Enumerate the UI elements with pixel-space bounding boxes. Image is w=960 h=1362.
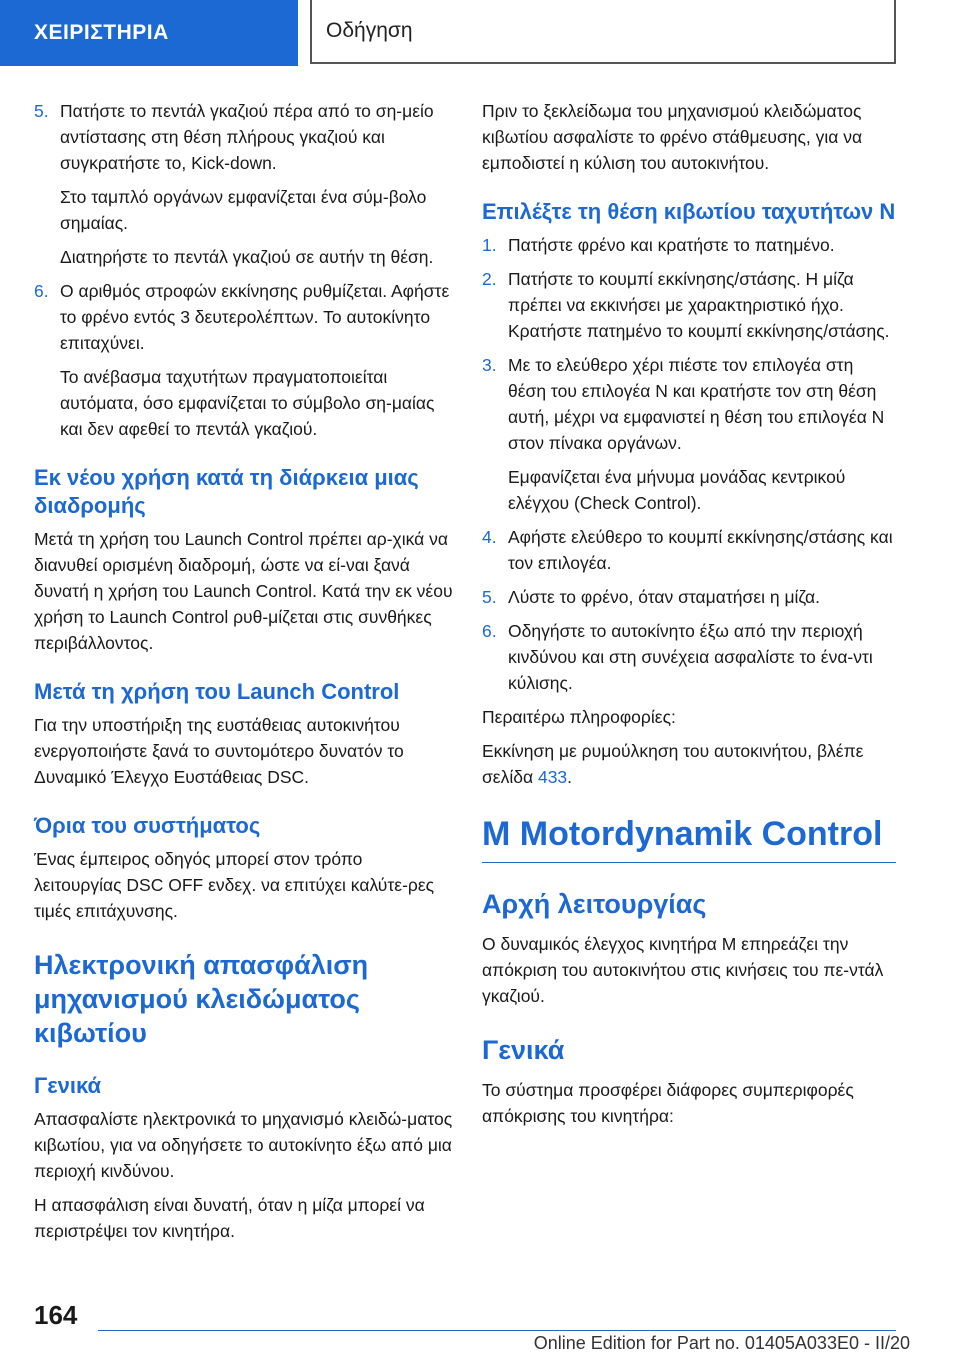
step-text: Διατηρήστε το πεντάλ γκαζιού σε αυτήν τη θέση.: [60, 247, 434, 267]
step-text: Πατήστε φρένο και κρατήστε το πατημένο.: [508, 235, 835, 255]
page-number: 164: [34, 1300, 78, 1330]
reference-text: Εκκίνηση με ρυμούλκηση του αυτοκινήτου, βλέπε σελίδα: [482, 741, 864, 787]
list-item: [482, 232, 896, 258]
heading-m-motordynamik: M Motordynamik Control: [482, 812, 896, 863]
list-item: [482, 618, 896, 696]
step-text: Εμφανίζεται ένα μήνυμα μονάδας κεντρικού ελέγχου (Check Control).: [508, 467, 846, 513]
left-column: [34, 98, 454, 1252]
step-number: 6.: [482, 621, 497, 641]
list-item: [482, 524, 896, 576]
step-number: 6.: [34, 281, 49, 301]
paragraph: Ένας έμπειρος οδηγός μπορεί στον τρόπο λειτουργίας DSC OFF ενδεχ. να επιτύχει καλύτε‐ρες τιμές επιτάχυνσης.: [34, 849, 435, 921]
step-text: Πατήστε το πεντάλ γκαζιού πέρα από το ση‐μείο αντίστασης στη θέση πλήρους γκαζιού και συγκρατήστε το, Kick-down.: [60, 101, 434, 173]
step-number: 4.: [482, 527, 497, 547]
paragraph: Περαιτέρω πληροφορίες:: [482, 707, 676, 727]
step-text: Πατήστε το κουμπί εκκίνησης/στάσης. Η μίζα πρέπει να εκκινήσει με χαρακτηριστικό ήχο. Κρατήστε πατημένο το κουμπί εκκίνησης/στάσης.: [508, 269, 890, 341]
reference-end: .: [567, 767, 573, 787]
chapter-tab: ΧΕΙΡΙΣΤΗΡΙΑ: [0, 0, 298, 66]
step-number: 1.: [482, 235, 497, 255]
paragraph: Το σύστημα προσφέρει διάφορες συμπεριφορές απόκρισης του κινητήρα:: [482, 1080, 854, 1126]
paragraph: Πριν το ξεκλείδωμα του μηχανισμού κλειδώματος κιβωτίου ασφαλίστε το φρένο στάθμευσης, για να εμποδιστεί η κύλιση του αυτοκινήτου.: [482, 101, 863, 173]
step-number: 2.: [482, 269, 497, 289]
heading-system-limits: Όρια του συστήματος: [34, 813, 261, 838]
right-column: [482, 98, 896, 1137]
list-item: [482, 352, 896, 516]
heading-after-use: Μετά τη χρήση του Launch Control: [34, 679, 400, 704]
step-text: Λύστε το φρένο, όταν σταματήσει η μίζα.: [508, 587, 820, 607]
cross-reference: [482, 738, 896, 790]
step-number: 5.: [34, 101, 49, 121]
heading-reuse: Εκ νέου χρήση κατά τη διάρκεια μιας διαδρομής: [34, 465, 419, 518]
page-link[interactable]: 433: [537, 767, 568, 787]
paragraph: Η απασφάλιση είναι δυνατή, όταν η μίζα μπορεί να περιστρέψει τον κινητήρα.: [34, 1195, 425, 1241]
list-item: [34, 98, 454, 270]
step-text: Το ανέβασμα ταχυτήτων πραγματοποιείται αυτόματα, όσο εμφανίζεται το σύμβολο ση‐μαίας και δεν αφεθεί το πεντάλ γκαζιού.: [60, 367, 435, 439]
section-tab: Οδήγηση: [310, 0, 896, 64]
heading-general: Γενικά: [34, 1073, 102, 1098]
step-text: Αφήστε ελεύθερο το κουμπί εκκίνησης/στάσης και τον επιλογέα.: [508, 527, 893, 573]
page-header: [0, 0, 960, 66]
heading-principle: Αρχή λειτουργίας: [482, 889, 707, 919]
step-number: 3.: [482, 355, 497, 375]
list-item: [482, 584, 896, 610]
step-text: Στο ταμπλό οργάνων εμφανίζεται ένα σύμ‐βολο σημαίας.: [60, 187, 427, 233]
list-item: [34, 278, 454, 442]
paragraph: Για την υποστήριξη της ευστάθειας αυτοκινήτου ενεργοποιήστε ξανά το συντομότερο δυνατόν το Δυναμικό Έλεγχο Ευστάθειας DSC.: [34, 715, 404, 787]
footer-divider: [98, 1330, 896, 1331]
paragraph: Μετά τη χρήση του Launch Control πρέπει αρ‐χικά να διανυθεί ορισμένη διαδρομή, ώστε να εί‐ναι ξανά δυνατή η χρήση του Launch Control. Κατά την εκ νέου χρήση το Launch Control ρυθ‐μίζεται στις συνθήκες περιβάλλοντος.: [34, 529, 453, 653]
step-text: Με το ελεύθερο χέρι πιέστε τον επιλογέα στη θέση του επιλογέα N και κρατήστε τον στη θέση αυτή, μέχρι να εμφανιστεί η θέση του επιλογέα N στον πίνακα οργάνων.: [508, 355, 885, 453]
step-text: Ο αριθμός στροφών εκκίνησης ρυθμίζεται. Αφήστε το φρένο εντός 3 δευτερολέπτων. Το αυτοκίνητο επιταχύνει.: [60, 281, 450, 353]
heading-select-neutral: Επιλέξτε τη θέση κιβωτίου ταχυτήτων N: [482, 199, 896, 224]
paragraph: Ο δυναμικός έλεγχος κινητήρα M επηρεάζει την απόκριση του αυτοκινήτου στις κινήσεις του πε‐ντάλ γκαζιού.: [482, 934, 884, 1006]
heading-general: Γενικά: [482, 1035, 565, 1065]
list-item: [482, 266, 896, 344]
step-text: Οδηγήστε το αυτοκίνητο έξω από την περιοχή κινδύνου και στη συνέχεια ασφαλίστε το ένα‐ντι κύλισης.: [508, 621, 873, 693]
heading-gear-lock-release: Ηλεκτρονική απασφάλιση μηχανισμού κλειδώματος κιβωτίου: [34, 950, 369, 1048]
step-number: 5.: [482, 587, 497, 607]
edition-note: Online Edition for Part no. 01405A033E0 - II/20: [533, 1333, 910, 1353]
paragraph: Απασφαλίστε ηλεκτρονικά το μηχανισμό κλειδώ‐ματος κιβωτίου, για να οδηγήσετε το αυτοκίνητο έξω από μια περιοχή κινδύνου.: [34, 1109, 453, 1181]
